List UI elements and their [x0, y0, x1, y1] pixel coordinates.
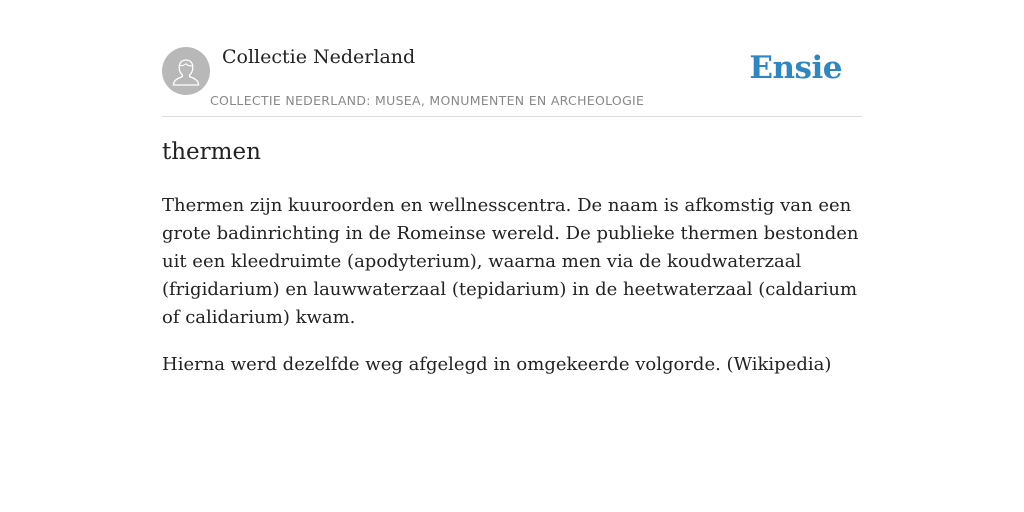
- entry-card: [162, 0, 862, 375]
- user-silhouette-icon: [162, 47, 210, 95]
- entry-body: [162, 192, 862, 398]
- entry-header: [162, 0, 862, 117]
- source-label[interactable]: COLLECTIE NEDERLAND: MUSEA, MONUMENTEN EN ARCHEOLOGIE: [210, 93, 645, 108]
- author-name[interactable]: Collectie Nederland: [222, 46, 416, 68]
- entry-paragraph: Thermen zijn kuuroorden en wellnesscentra. De naam is afkomstig van een grote badinrichting in de Romeinse wereld. De publieke thermen bestonden uit een kleedruimte (apodyterium), waarna men via de koudwaterzaal (frigidarium) en lauwwaterzaal (tepidarium) in de heetwaterzaal (caldarium of calidarium) kwam.: [162, 195, 859, 328]
- entry-paragraph: Hierna werd dezelfde weg afgelegd in omgekeerde volgorde. (Wikipedia): [162, 354, 832, 375]
- avatar[interactable]: [162, 47, 210, 95]
- brand-logo[interactable]: Ensie: [749, 50, 842, 86]
- entry-title: thermen: [162, 139, 261, 165]
